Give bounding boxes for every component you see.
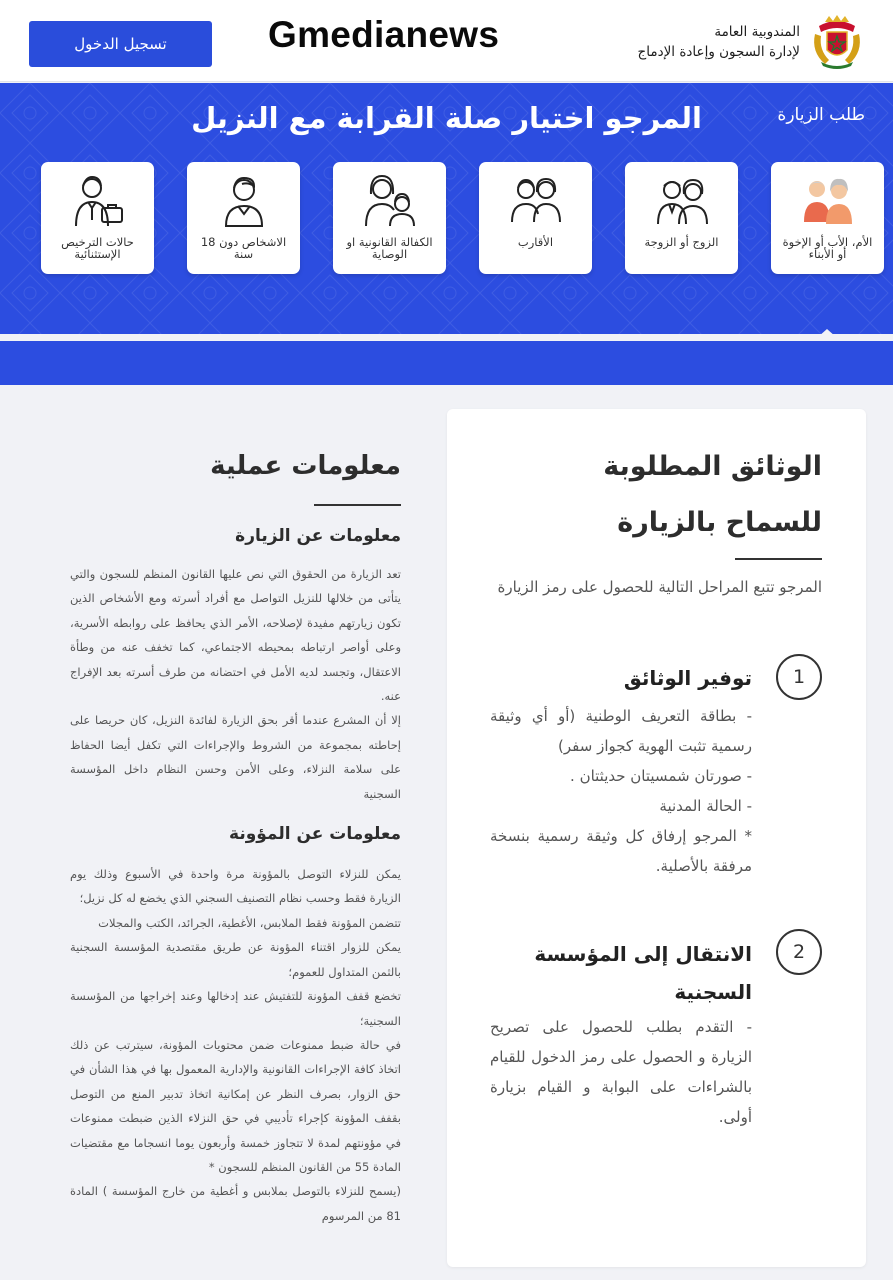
relationship-banner [0, 83, 893, 334]
food-info-text [70, 862, 401, 1228]
documents-title-divider [735, 558, 822, 560]
parents-icon [798, 172, 858, 230]
step-2-lines [490, 1012, 752, 1132]
practical-info-title: معلومات عملية [210, 451, 401, 481]
step-line: - صورتان شمسيتان حديثتان . [570, 767, 752, 785]
relation-card-parents[interactable] [771, 162, 884, 274]
relation-card-minor[interactable] [187, 162, 300, 274]
step-2-title: الانتقال إلى المؤسسة السجنية [534, 942, 752, 1004]
login-button[interactable]: تسجيل الدخول [29, 21, 212, 67]
documents-intro: المرجو تتبع المراحل التالية للحصول على رمز الزيارة [497, 578, 822, 596]
step-1-lines [490, 701, 752, 881]
step-1-title: توفير الوثائق [623, 666, 752, 690]
couple-icon [652, 172, 712, 230]
minor-icon [214, 172, 274, 230]
top-header [0, 0, 893, 82]
relationship-cards [41, 162, 884, 276]
info-paragraph: تخضع قفف المؤونة للتفتيش عند إدخالها وعند إخراجها من المؤسسة السجنية؛ [70, 989, 401, 1028]
step-line: * المرجو إرفاق كل وثيقة رسمية بنسخة مرفقة بالأصلية. [490, 827, 752, 875]
relation-card-relatives[interactable] [479, 162, 592, 274]
visit-info-text [70, 562, 401, 806]
org-name-line1: المندوبية العامة [714, 24, 800, 40]
banner-bottom-strip [0, 341, 893, 385]
step-line: - التقدم بطلب للحصول على تصريح الزيارة و الحصول على رمز الدخول للقيام بالشراءات على البوابة و القيام بزيارة أولى. [490, 1018, 752, 1126]
info-paragraph: تعد الزيارة من الحقوق التي نص عليها القانون المنظم للسجون والتي يتأتى من خلالها للنزيل التواصل مع أفراد أسرته ومع الأشخاص الذين تكون زيارتهم مفيدة لإصلاحه، الأمر الذي يحافظ على روابطه الأسرية، وعلى أواصر ارتباطه بمحيطه الاجتماعي، كما تخفف عنه من وطأة الاعتقال، وتجسد لديه الأمل في احتضانه من طرف أسرته بعد الإفراج عنه. [70, 567, 401, 704]
guardianship-icon [360, 172, 420, 230]
exceptional-permit-icon [68, 172, 128, 230]
relation-card-label: حالات الترخيص الإستثنائية [61, 235, 134, 261]
food-info-heading: معلومات عن المؤونة [229, 824, 401, 845]
relatives-icon [506, 172, 566, 230]
relation-card-label: الزوج أو الزوجة [644, 235, 719, 249]
step-line: - الحالة المدنية [659, 797, 752, 815]
required-documents-card [447, 409, 866, 1267]
info-paragraph: يمكن للزوار اقتناء المؤونة عن طريق مقتصدية المؤسسة السجنية بالثمن المتداول للعموم؛ [70, 940, 401, 979]
relation-card-exceptional[interactable] [41, 162, 154, 274]
relation-card-guardianship[interactable] [333, 162, 446, 274]
relation-card-label: الأقارب [517, 235, 554, 249]
relation-card-label: الأم، الأب أو الإخوة أو الأبناء [782, 235, 873, 261]
step-2-number: 2 [776, 929, 822, 975]
documents-title: الوثائق المطلوبة للسماح بالزيارة [603, 451, 822, 538]
visit-request-label: طلب الزيارة [777, 105, 865, 125]
relation-card-spouse[interactable] [625, 162, 738, 274]
relation-card-label: الاشخاص دون 18 سنة [200, 235, 287, 261]
practical-info-divider [314, 504, 401, 506]
organization-name[interactable] [638, 22, 800, 62]
info-paragraph: يمكن للنزلاء التوصل بالمؤونة مرة واحدة في الأسبوع وذلك يوم الزيارة فقط وحسب نظام التصنيف السجني الذي يخضع له كل نزيل؛ [70, 867, 401, 906]
step-1-number: 1 [776, 654, 822, 700]
info-paragraph: (يسمح للنزلاء بالتوصل بملابس و أغطية من خارج المؤسسة ) المادة 81 من المرسوم [70, 1184, 401, 1223]
info-paragraph: إلا أن المشرع عندما أقر بحق الزيارة لفائدة النزيل، كان حريصا على إحاطته بمجموعة من الشروط والإجراءات التي تكفل أيضا الحفاظ على سلامة النزلاء، وعلى الأمن وحسن النظام داخل المؤسسة السجنية [70, 713, 401, 801]
morocco-coat-of-arms-icon[interactable] [809, 12, 865, 70]
step-line: - بطاقة التعريف الوطنية (أو أي وثيقة رسمية تثبت الهوية كجواز سفر) [490, 707, 752, 755]
practical-info-section [70, 440, 401, 1228]
org-name-line2: لإدارة السجون وإعادة الإدماج [637, 44, 800, 60]
info-paragraph: في حالة ضبط ممنوعات ضمن محتويات المؤونة، سيترتب عن ذلك اتخاذ كافة الإجراءات القانونية والإدارية المعمول بها في هذا الشأن في حق الزوار، بصرف النظر عن إمكانية اتخاذ تدبير المنع من التوصل بقفف المؤونة كإجراء تأديبي في حق النزلاء الذين ضبطت ممنوعات في مؤونتهم لمدة لا تتجاوز خمسة وأربعون يوما انسجاما مع مقتضيات المادة 55 من القانون المنظم للسجون * [70, 1037, 401, 1174]
info-paragraph: تتضمن المؤونة فقط الملابس، الأغطية، الجرائد، الكتب والمجلات [98, 915, 401, 930]
relation-card-label: الكفالة القانونية او الوصاية [346, 235, 433, 261]
site-brand-watermark: Gmedianews [268, 14, 500, 55]
visit-info-heading: معلومات عن الزيارة [235, 526, 401, 546]
banner-title: المرجو اختيار صلة القرابة مع النزيل [191, 101, 702, 135]
